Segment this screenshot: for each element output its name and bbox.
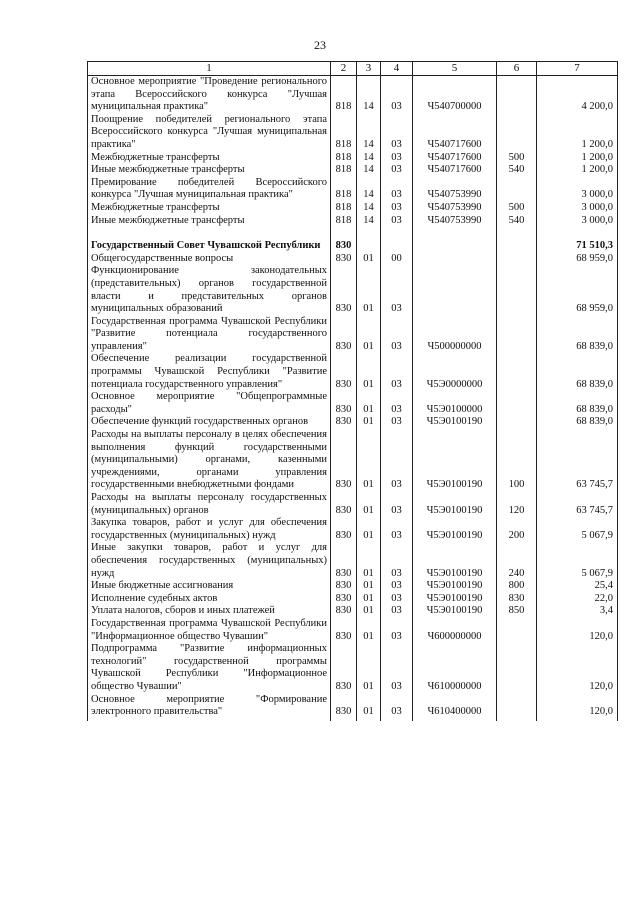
table-row bbox=[88, 253, 618, 266]
row-expense-kind-code: 830 bbox=[497, 593, 537, 606]
row-section-code: 01 bbox=[357, 353, 381, 391]
row-expense-kind-code bbox=[497, 240, 537, 253]
row-subsection-code: 03 bbox=[381, 177, 413, 202]
row-expense-kind-code bbox=[497, 694, 537, 721]
row-name: Межбюджетные трансферты bbox=[88, 152, 331, 165]
row-ministry-code: 818 bbox=[331, 114, 357, 152]
row-subsection-code: 03 bbox=[381, 694, 413, 721]
row-name: Основное мероприятие "Проведение регионального этапа Всероссийского конкурса "Лучшая муниципальная практика" bbox=[88, 76, 331, 114]
spacer-cell bbox=[331, 227, 357, 240]
row-section-code: 01 bbox=[357, 580, 381, 593]
spacer-cell bbox=[413, 227, 497, 240]
row-ministry-code: 830 bbox=[331, 492, 357, 517]
table-row bbox=[88, 618, 618, 643]
table-row bbox=[88, 265, 618, 315]
row-expense-kind-code: 200 bbox=[497, 517, 537, 542]
row-section-code: 01 bbox=[357, 517, 381, 542]
row-amount: 3 000,0 bbox=[537, 177, 618, 202]
row-subsection-code: 03 bbox=[381, 391, 413, 416]
table-row bbox=[88, 114, 618, 152]
row-ministry-code: 830 bbox=[331, 593, 357, 606]
row-amount: 68 839,0 bbox=[537, 391, 618, 416]
row-ministry-code: 830 bbox=[331, 391, 357, 416]
row-amount: 68 839,0 bbox=[537, 416, 618, 429]
row-expense-kind-code bbox=[497, 618, 537, 643]
row-target-code: Ч540753990 bbox=[413, 177, 497, 202]
row-name: Основное мероприятие "Общепрограммные расходы" bbox=[88, 391, 331, 416]
column-header: 6 bbox=[497, 62, 537, 76]
table-row bbox=[88, 240, 618, 253]
table-row bbox=[88, 316, 618, 354]
spacer-cell bbox=[537, 227, 618, 240]
row-target-code: Ч5Э0100190 bbox=[413, 593, 497, 606]
table-row bbox=[88, 215, 618, 228]
column-header: 1 bbox=[88, 62, 331, 76]
row-name: Иные закупки товаров, работ и услуг для обеспечения государственных (муниципальных) нужд bbox=[88, 542, 331, 580]
row-section-code: 01 bbox=[357, 416, 381, 429]
row-subsection-code: 03 bbox=[381, 542, 413, 580]
row-ministry-code: 830 bbox=[331, 694, 357, 721]
row-section-code: 01 bbox=[357, 391, 381, 416]
row-expense-kind-code bbox=[497, 416, 537, 429]
row-expense-kind-code: 800 bbox=[497, 580, 537, 593]
table-row bbox=[88, 593, 618, 606]
spacer-cell bbox=[497, 227, 537, 240]
row-expense-kind-code: 500 bbox=[497, 202, 537, 215]
table-row bbox=[88, 643, 618, 693]
row-expense-kind-code: 540 bbox=[497, 215, 537, 228]
table-row bbox=[88, 177, 618, 202]
row-amount: 25,4 bbox=[537, 580, 618, 593]
row-subsection-code: 00 bbox=[381, 253, 413, 266]
row-subsection-code: 03 bbox=[381, 429, 413, 492]
row-ministry-code: 818 bbox=[331, 202, 357, 215]
spacer-row bbox=[88, 227, 618, 240]
row-expense-kind-code bbox=[497, 265, 537, 315]
row-section-code: 01 bbox=[357, 542, 381, 580]
row-subsection-code: 03 bbox=[381, 316, 413, 354]
row-target-code: Ч600000000 bbox=[413, 618, 497, 643]
table-row bbox=[88, 353, 618, 391]
row-amount: 63 745,7 bbox=[537, 429, 618, 492]
row-amount: 1 200,0 bbox=[537, 152, 618, 165]
row-expense-kind-code: 240 bbox=[497, 542, 537, 580]
row-ministry-code: 818 bbox=[331, 164, 357, 177]
row-expense-kind-code: 540 bbox=[497, 164, 537, 177]
row-amount: 3 000,0 bbox=[537, 215, 618, 228]
row-target-code bbox=[413, 240, 497, 253]
row-ministry-code: 830 bbox=[331, 605, 357, 618]
table-row bbox=[88, 694, 618, 721]
column-header: 4 bbox=[381, 62, 413, 76]
row-section-code: 14 bbox=[357, 164, 381, 177]
table-row bbox=[88, 76, 618, 114]
row-name: Государственная программа Чувашской Республики "Развитие потенциала государственного управления" bbox=[88, 316, 331, 354]
table-row bbox=[88, 202, 618, 215]
row-target-code: Ч610400000 bbox=[413, 694, 497, 721]
row-name: Исполнение судебных актов bbox=[88, 593, 331, 606]
spacer-cell bbox=[88, 227, 331, 240]
row-section-code: 01 bbox=[357, 593, 381, 606]
row-name: Расходы на выплаты персоналу в целях обеспечения выполнения функций государственными (муниципальными) органами, казенными учреждениями, органами управления государственными внебюджетными фондами bbox=[88, 429, 331, 492]
row-target-code: Ч540700000 bbox=[413, 76, 497, 114]
column-header: 2 bbox=[331, 62, 357, 76]
row-ministry-code: 818 bbox=[331, 215, 357, 228]
row-section-code: 01 bbox=[357, 643, 381, 693]
row-target-code bbox=[413, 253, 497, 266]
row-subsection-code: 03 bbox=[381, 605, 413, 618]
row-subsection-code: 03 bbox=[381, 580, 413, 593]
row-subsection-code: 03 bbox=[381, 492, 413, 517]
row-amount: 1 200,0 bbox=[537, 164, 618, 177]
table-row bbox=[88, 542, 618, 580]
row-subsection-code: 03 bbox=[381, 643, 413, 693]
row-expense-kind-code bbox=[497, 316, 537, 354]
row-expense-kind-code bbox=[497, 253, 537, 266]
row-expense-kind-code: 120 bbox=[497, 492, 537, 517]
row-name: Государственный Совет Чувашской Республики bbox=[88, 240, 331, 253]
row-amount: 4 200,0 bbox=[537, 76, 618, 114]
row-amount: 71 510,3 bbox=[537, 240, 618, 253]
budget-table bbox=[87, 61, 618, 721]
row-name: Иные межбюджетные трансферты bbox=[88, 164, 331, 177]
row-amount: 120,0 bbox=[537, 643, 618, 693]
row-expense-kind-code bbox=[497, 643, 537, 693]
row-target-code: Ч540753990 bbox=[413, 202, 497, 215]
table-row bbox=[88, 416, 618, 429]
row-target-code: Ч5Э0100190 bbox=[413, 580, 497, 593]
row-target-code: Ч5Э0100190 bbox=[413, 517, 497, 542]
row-target-code: Ч500000000 bbox=[413, 316, 497, 354]
row-section-code: 01 bbox=[357, 618, 381, 643]
row-amount: 1 200,0 bbox=[537, 114, 618, 152]
row-subsection-code: 03 bbox=[381, 202, 413, 215]
row-target-code: Ч540717600 bbox=[413, 164, 497, 177]
row-section-code: 14 bbox=[357, 114, 381, 152]
row-section-code: 01 bbox=[357, 429, 381, 492]
column-header: 3 bbox=[357, 62, 381, 76]
row-target-code: Ч5Э0100190 bbox=[413, 492, 497, 517]
table-row bbox=[88, 517, 618, 542]
row-subsection-code: 03 bbox=[381, 164, 413, 177]
row-subsection-code: 03 bbox=[381, 265, 413, 315]
row-section-code bbox=[357, 240, 381, 253]
row-subsection-code: 03 bbox=[381, 416, 413, 429]
row-ministry-code: 830 bbox=[331, 517, 357, 542]
row-name: Расходы на выплаты персоналу государственных (муниципальных) органов bbox=[88, 492, 331, 517]
row-subsection-code: 03 bbox=[381, 114, 413, 152]
row-target-code: Ч540717600 bbox=[413, 152, 497, 165]
row-expense-kind-code: 850 bbox=[497, 605, 537, 618]
row-subsection-code: 03 bbox=[381, 517, 413, 542]
row-name: Межбюджетные трансферты bbox=[88, 202, 331, 215]
row-amount: 68 959,0 bbox=[537, 253, 618, 266]
row-subsection-code: 03 bbox=[381, 353, 413, 391]
row-ministry-code: 830 bbox=[331, 316, 357, 354]
row-ministry-code: 830 bbox=[331, 429, 357, 492]
row-expense-kind-code: 500 bbox=[497, 152, 537, 165]
page-number: 23 bbox=[314, 38, 326, 52]
row-name: Функционирование законодательных (представительных) органов государственной власти и представительных органов муниципальных образований bbox=[88, 265, 331, 315]
row-amount: 120,0 bbox=[537, 618, 618, 643]
row-section-code: 01 bbox=[357, 694, 381, 721]
spacer-cell bbox=[381, 227, 413, 240]
table-row bbox=[88, 580, 618, 593]
row-target-code: Ч5Э0100000 bbox=[413, 391, 497, 416]
row-ministry-code: 830 bbox=[331, 416, 357, 429]
row-section-code: 14 bbox=[357, 152, 381, 165]
row-expense-kind-code bbox=[497, 177, 537, 202]
row-target-code: Ч610000000 bbox=[413, 643, 497, 693]
row-ministry-code: 818 bbox=[331, 76, 357, 114]
row-amount: 3,4 bbox=[537, 605, 618, 618]
row-name: Подпрограмма "Развитие информационных технологий" государственной программы Чувашской Республики "Информационное общество Чувашии" bbox=[88, 643, 331, 693]
row-ministry-code: 830 bbox=[331, 542, 357, 580]
row-ministry-code: 830 bbox=[331, 580, 357, 593]
table-body bbox=[88, 76, 618, 721]
row-target-code bbox=[413, 265, 497, 315]
row-subsection-code: 03 bbox=[381, 618, 413, 643]
row-name: Обеспечение реализации государственной программы Чувашской Республики "Развитие потенциала государственного управления" bbox=[88, 353, 331, 391]
row-expense-kind-code bbox=[497, 391, 537, 416]
table-row bbox=[88, 152, 618, 165]
column-header: 7 bbox=[537, 62, 618, 76]
row-target-code: Ч5Э0000000 bbox=[413, 353, 497, 391]
row-section-code: 01 bbox=[357, 492, 381, 517]
row-ministry-code: 830 bbox=[331, 353, 357, 391]
row-ministry-code: 830 bbox=[331, 253, 357, 266]
row-section-code: 01 bbox=[357, 253, 381, 266]
row-section-code: 14 bbox=[357, 177, 381, 202]
row-amount: 120,0 bbox=[537, 694, 618, 721]
row-section-code: 14 bbox=[357, 76, 381, 114]
row-ministry-code: 830 bbox=[331, 265, 357, 315]
table-row bbox=[88, 391, 618, 416]
row-amount: 68 959,0 bbox=[537, 265, 618, 315]
row-name: Поощрение победителей регионального этапа Всероссийского конкурса "Лучшая муниципальная практика" bbox=[88, 114, 331, 152]
row-subsection-code bbox=[381, 240, 413, 253]
row-amount: 22,0 bbox=[537, 593, 618, 606]
row-amount: 5 067,9 bbox=[537, 517, 618, 542]
row-target-code: Ч540753990 bbox=[413, 215, 497, 228]
row-name: Премирование победителей Всероссийского конкурса "Лучшая муниципальная практика" bbox=[88, 177, 331, 202]
row-name: Обеспечение функций государственных органов bbox=[88, 416, 331, 429]
row-expense-kind-code bbox=[497, 353, 537, 391]
spacer-cell bbox=[357, 227, 381, 240]
row-subsection-code: 03 bbox=[381, 593, 413, 606]
row-section-code: 01 bbox=[357, 316, 381, 354]
row-ministry-code: 830 bbox=[331, 618, 357, 643]
row-name: Уплата налогов, сборов и иных платежей bbox=[88, 605, 331, 618]
row-section-code: 14 bbox=[357, 202, 381, 215]
row-section-code: 01 bbox=[357, 265, 381, 315]
row-section-code: 14 bbox=[357, 215, 381, 228]
row-ministry-code: 830 bbox=[331, 240, 357, 253]
row-expense-kind-code bbox=[497, 76, 537, 114]
table-row bbox=[88, 429, 618, 492]
row-amount: 3 000,0 bbox=[537, 202, 618, 215]
row-expense-kind-code: 100 bbox=[497, 429, 537, 492]
table-row bbox=[88, 164, 618, 177]
row-ministry-code: 818 bbox=[331, 152, 357, 165]
row-target-code: Ч5Э0100190 bbox=[413, 605, 497, 618]
row-subsection-code: 03 bbox=[381, 215, 413, 228]
row-name: Основное мероприятие "Формирование электронного правительства" bbox=[88, 694, 331, 721]
row-name: Общегосударственные вопросы bbox=[88, 253, 331, 266]
table-row bbox=[88, 605, 618, 618]
row-ministry-code: 818 bbox=[331, 177, 357, 202]
row-ministry-code: 830 bbox=[331, 643, 357, 693]
row-target-code: Ч5Э0100190 bbox=[413, 429, 497, 492]
row-name: Государственная программа Чувашской Республики "Информационное общество Чувашии" bbox=[88, 618, 331, 643]
row-target-code: Ч5Э0100190 bbox=[413, 542, 497, 580]
row-name: Иные бюджетные ассигнования bbox=[88, 580, 331, 593]
table-row bbox=[88, 492, 618, 517]
row-amount: 68 839,0 bbox=[537, 353, 618, 391]
row-amount: 68 839,0 bbox=[537, 316, 618, 354]
row-section-code: 01 bbox=[357, 605, 381, 618]
row-amount: 63 745,7 bbox=[537, 492, 618, 517]
row-name: Иные межбюджетные трансферты bbox=[88, 215, 331, 228]
row-amount: 5 067,9 bbox=[537, 542, 618, 580]
column-header: 5 bbox=[413, 62, 497, 76]
row-target-code: Ч540717600 bbox=[413, 114, 497, 152]
row-name: Закупка товаров, работ и услуг для обеспечения государственных (муниципальных) нужд bbox=[88, 517, 331, 542]
row-expense-kind-code bbox=[497, 114, 537, 152]
row-subsection-code: 03 bbox=[381, 76, 413, 114]
row-target-code: Ч5Э0100190 bbox=[413, 416, 497, 429]
table-header-row bbox=[88, 62, 618, 76]
row-subsection-code: 03 bbox=[381, 152, 413, 165]
